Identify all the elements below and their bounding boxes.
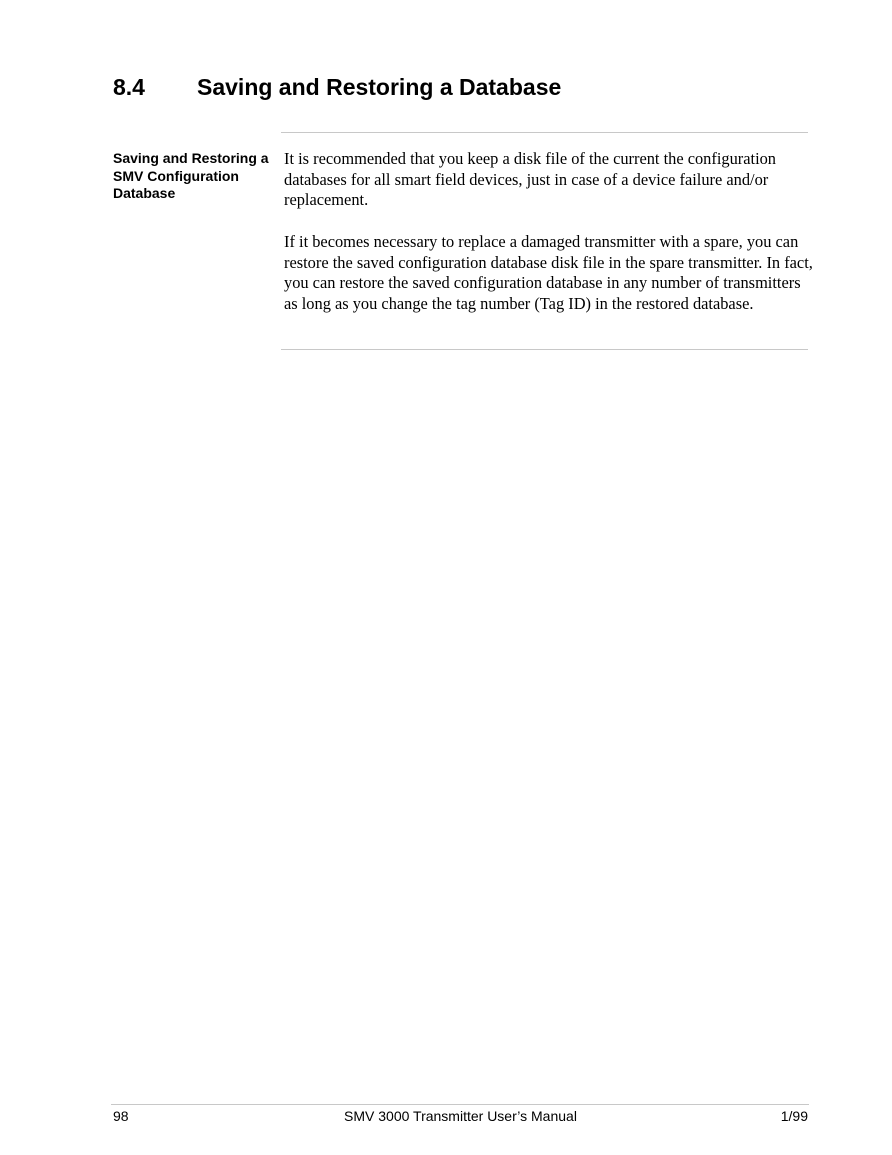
section-title: Saving and Restoring a Database bbox=[197, 74, 562, 100]
body-text bbox=[284, 149, 814, 335]
manual-title: SMV 3000 Transmitter User’s Manual bbox=[344, 1108, 577, 1124]
section-number: 8.4 bbox=[113, 74, 145, 100]
top-divider bbox=[281, 132, 808, 133]
bottom-divider bbox=[281, 349, 808, 350]
paragraph: It is recommended that you keep a disk file of the current the configuration databases for all smart field devices, just in case of a device failure and/or replacement. bbox=[284, 149, 777, 210]
side-heading: Saving and Restoring a SMV Configuration Database bbox=[113, 150, 269, 201]
page-number: 98 bbox=[113, 1108, 129, 1124]
footer-date: 1/99 bbox=[780, 1108, 808, 1124]
footer-divider bbox=[111, 1104, 809, 1105]
section-heading bbox=[113, 72, 561, 102]
paragraph: If it becomes necessary to replace a damaged transmitter with a spare, you can restore the saved configuration database disk file in the spare transmitter. In fact, you can restore the saved configuration database in any number of transmitters as long as you change the tag number (Tag ID) in the restored database. bbox=[284, 231, 813, 313]
